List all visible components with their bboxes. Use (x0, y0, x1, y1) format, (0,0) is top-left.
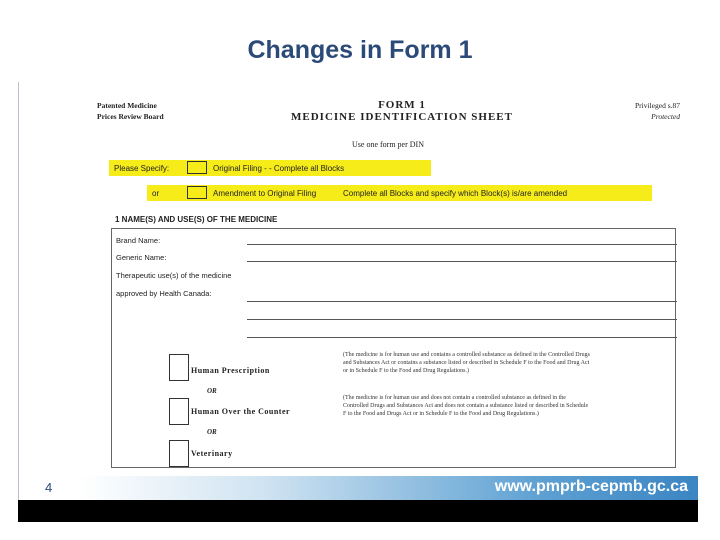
slide-title: Changes in Form 1 (247, 36, 473, 64)
human-prescription-label: Human Prescription (191, 366, 270, 375)
therapeutic-line-3[interactable] (247, 337, 677, 338)
therapeutic-use-label: Therapeutic use(s) of the medicine (116, 271, 232, 280)
form-subtitle: MEDICINE IDENTIFICATION SHEET (291, 111, 513, 123)
or-label: or (152, 189, 160, 198)
left-divider (18, 82, 19, 522)
website-url[interactable]: www.pmprb-cepmb.gc.ca (494, 478, 688, 495)
brand-name-label: Brand Name: (116, 236, 161, 245)
generic-name-line[interactable] (247, 261, 677, 262)
specify-label: Please Specify: (114, 164, 170, 173)
form-header-right-line1: Privileged s.87 (635, 101, 680, 110)
therapeutic-line-1[interactable] (247, 301, 677, 302)
brand-name-line[interactable] (247, 244, 677, 245)
therapeutic-line-2[interactable] (247, 319, 677, 320)
amendment-label: Amendment to Original Filing (213, 189, 317, 198)
original-filing-checkbox[interactable] (187, 161, 207, 174)
human-prescription-checkbox[interactable] (169, 354, 189, 381)
form-header-left-line2: Prices Review Board (97, 112, 164, 121)
form-1-image (87, 88, 684, 476)
otc-note: (The medicine is for human use and does not contain a controlled substance as defined in the Controlled Drugs and Substances Act and does not contain a substance listed or described in Schedule F to the Food and Drugs Act or in Schedule F to the Food and Drug Regulations.) (343, 395, 589, 417)
prescription-note: (The medicine is for human use and contains a controlled substance as defined in the Controlled Drugs and Substances Act or contains a substance listed or described in Schedule F to the Food and Drug Act or in Schedule F to the Food and Drug Regulations.) (343, 352, 590, 374)
over-the-counter-checkbox[interactable] (169, 398, 189, 425)
form-header-left-line1: Patented Medicine (97, 101, 157, 110)
veterinary-label: Veterinary (191, 449, 233, 458)
form-title: FORM 1 (378, 99, 426, 111)
form-header-right-line2: Protected (651, 112, 680, 121)
approved-label: approved by Health Canada: (116, 289, 212, 298)
over-the-counter-label: Human Over the Counter (191, 407, 291, 416)
page-number: 4 (45, 480, 53, 495)
footer-bar (18, 500, 698, 522)
section-heading: 1 NAME(S) AND USE(S) OF THE MEDICINE (115, 215, 278, 224)
or-separator-1: OR (207, 387, 217, 395)
medicine-info-frame (111, 228, 676, 468)
generic-name-label: Generic Name: (116, 253, 167, 262)
one-form-note: Use one form per DIN (352, 140, 424, 149)
amendment-detail: Complete all Blocks and specify which Block(s) is/are amended (343, 189, 568, 198)
url-banner (80, 476, 698, 500)
veterinary-checkbox[interactable] (169, 440, 189, 467)
original-filing-label: Original Filing - - Complete all Blocks (213, 164, 345, 173)
or-separator-2: OR (207, 428, 217, 436)
amendment-checkbox[interactable] (187, 186, 207, 199)
